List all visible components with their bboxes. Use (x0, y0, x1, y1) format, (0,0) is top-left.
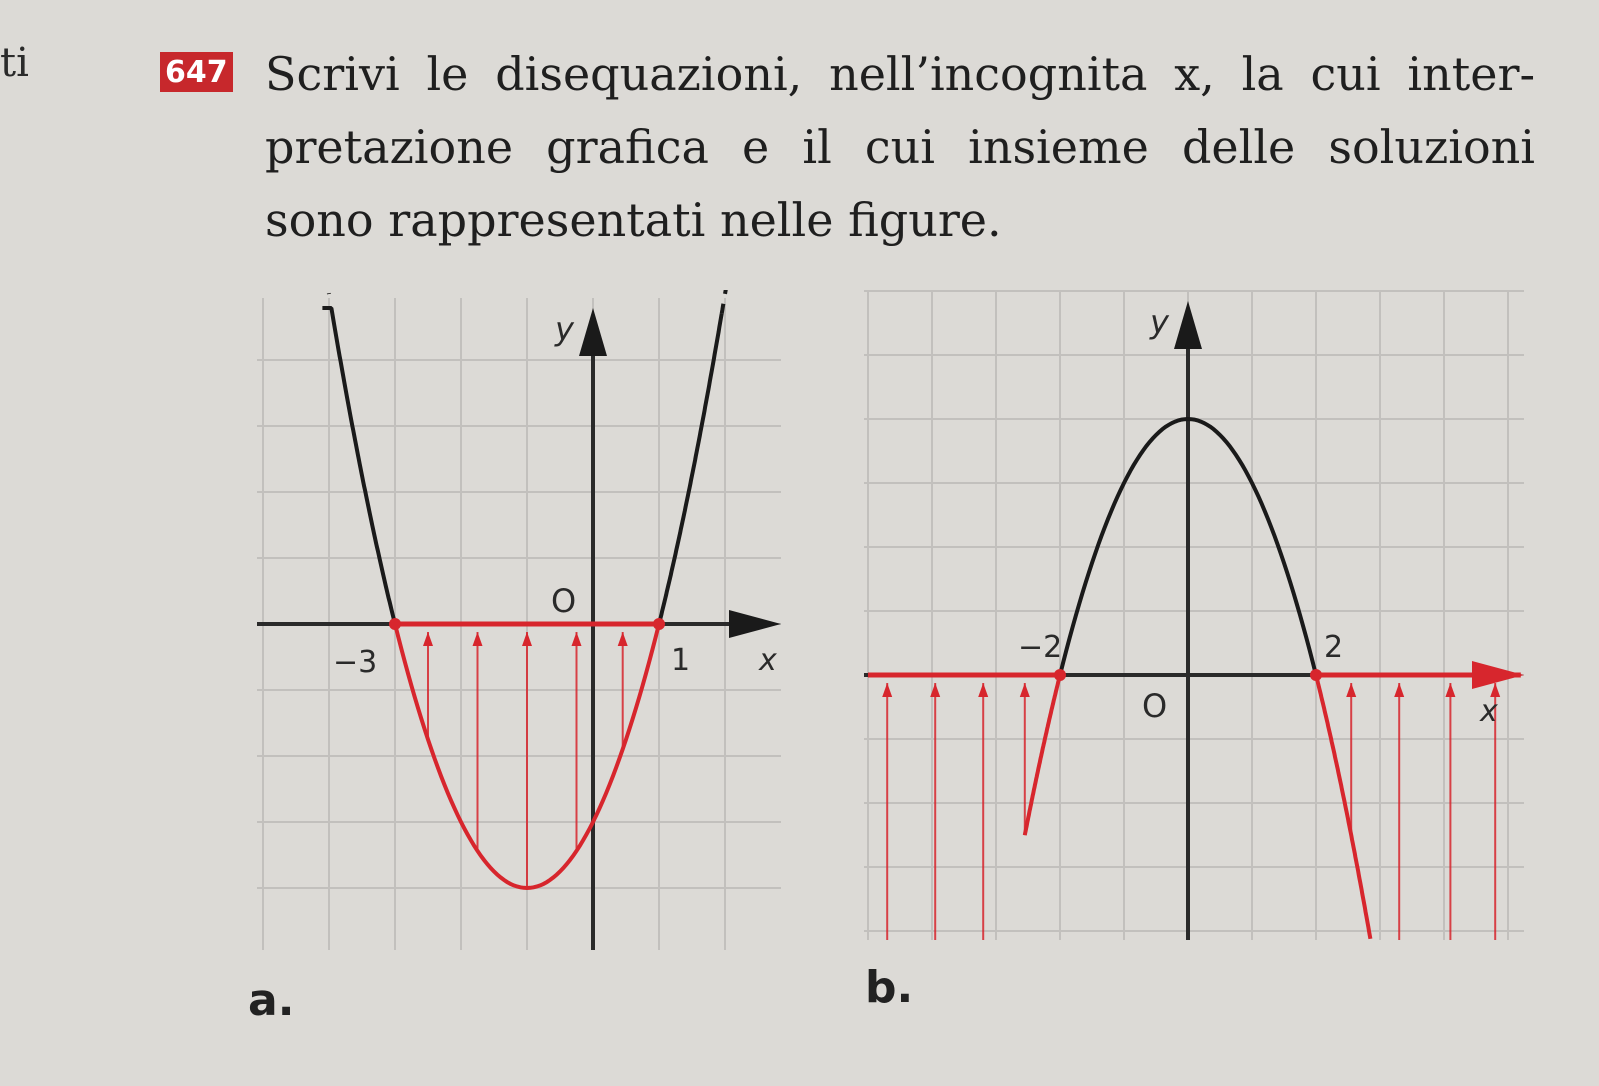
graph-b (860, 285, 1540, 955)
exercise-text (265, 38, 1535, 257)
highlight-b (868, 675, 1521, 940)
figure-label-b: b. (865, 962, 914, 1013)
exercise-line-2: pretazione grafica e il cui insieme delle soluzioni (265, 120, 1535, 174)
exercise-line-1: Scrivi le disequazioni, nell’incognita x, la cui inter- (265, 47, 1535, 101)
solution-drop-arrow (1346, 683, 1356, 697)
parabola-a-left (322, 308, 395, 624)
root-point (653, 618, 665, 630)
origin-label: O (1142, 687, 1168, 725)
grid-b (864, 291, 1524, 940)
solution-drop-arrow (978, 683, 988, 697)
curve-b (1025, 419, 1371, 939)
solution-drop-arrow (882, 683, 892, 697)
parabola-b-right-below (1316, 675, 1370, 939)
solution-drop-arrow (1020, 683, 1030, 697)
y-axis-label: y (555, 310, 574, 348)
exercise-line-3: sono rappresentati nelle figure. (265, 193, 1002, 247)
root-label: −2 (1018, 630, 1063, 665)
parabola-b-left-below (1025, 675, 1060, 835)
solution-drop-arrow (618, 632, 628, 646)
exercise-number-badge: 647 (160, 52, 233, 92)
solution-drop-arrow (1394, 683, 1404, 697)
y-axis-arrow (1174, 301, 1202, 349)
solution-drop-arrow (1445, 683, 1455, 697)
solution-drop-arrow (473, 632, 483, 646)
x-axis-label: x (759, 643, 777, 678)
solution-drop-arrow (423, 632, 433, 646)
figure-label-a: a. (248, 975, 295, 1026)
y-axis-label: y (1150, 303, 1169, 341)
origin-label: O (551, 582, 577, 620)
curve-dashed-extension (322, 290, 329, 294)
solution-drop-arrow (522, 632, 532, 646)
root-label: −3 (333, 645, 378, 680)
margin-text-fragment: ti (0, 40, 29, 86)
root-label: 2 (1324, 630, 1344, 665)
labels-b (1018, 303, 1498, 729)
graph-a (255, 290, 795, 960)
curve-a (322, 290, 728, 888)
axes-a (257, 308, 781, 950)
root-label: 1 (671, 643, 691, 678)
root-point (1310, 669, 1322, 681)
root-point (389, 618, 401, 630)
solution-drop-arrow (572, 632, 582, 646)
axes-b (864, 301, 1524, 940)
root-point (1054, 669, 1066, 681)
y-axis-arrow (579, 308, 607, 356)
x-axis-arrow (729, 610, 781, 638)
x-axis-label: x (1480, 694, 1498, 729)
